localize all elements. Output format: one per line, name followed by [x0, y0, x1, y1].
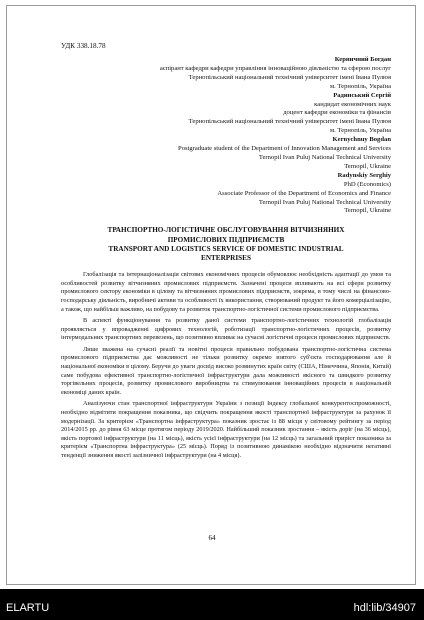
- author-name: Radynskiy Serghiy: [337, 171, 391, 179]
- paragraph: Лише зважена на сучасні реалії та новітні процеси правильно побудована транспортно-логістична система промислового підприємства дає можливості не тільки розвитку окремо взятого суб'єкта господарювання але й національної економіки в цілому. Беручи до уваги досвід високо розвинутих країн світу (США, Німеччина, Японія, Китай) саме побудова ефективної транспортно-логістичної інфраструктури дала можливості якісного та швидкого розвитку торгівельних процесів, розвитку промислового виробництва та стимулювання інноваційних процесів в національній економіці даних країн.: [61, 345, 391, 396]
- author-affiliation: Тернопільський національний технічний університет імені Івана Пулюя: [188, 118, 391, 126]
- author-affiliation: Ternopil Ivan Puluj National Technical University: [258, 198, 391, 206]
- handle-link[interactable]: hdl:lib/34907: [353, 602, 416, 614]
- author-block-3: [61, 136, 391, 172]
- article-body: [61, 271, 391, 460]
- paragraph: В аспекті функціонування та розвитку даної системи транспортно-логістичних технологій глобалізація проявляється у впровадженні цифрових технологій, роботизації транспортно-логістичних процесів, розвитку інтермодальних транспортних перевезень, що позитивно впливає на сучасні логістичні процеси промислових підприємств.: [61, 317, 391, 342]
- page-number: 64: [208, 534, 216, 542]
- author-location: Ternopil, Ukraine: [344, 162, 391, 170]
- author-name: Радинський Сергій: [333, 91, 391, 99]
- author-block-1: [61, 56, 391, 92]
- repository-footer: [0, 589, 424, 620]
- document-page: [6, 5, 416, 585]
- author-degree: кандидат економічних наук: [314, 100, 391, 108]
- title-ua-line-1: ТРАНСПОРТНО-ЛОГІСТИЧНЕ ОБСЛУГОВУВАННЯ ВІТЧИЗНЯНИХ: [107, 226, 345, 235]
- author-location: Ternopil, Ukraine: [344, 207, 391, 215]
- title-ua-line-2: ПРОМИСЛОВИХ ПІДПРИЄМСТВ: [167, 235, 285, 244]
- page-content: [61, 42, 391, 464]
- author-location: м. Тернопіль, Україна: [329, 127, 391, 135]
- author-position: доцент кафедри економіки та фінансів: [283, 109, 391, 117]
- article-title: [61, 226, 391, 263]
- author-degree: PhD (Economics): [343, 180, 391, 188]
- author-location: м. Тернопіль, Україна: [329, 82, 391, 90]
- author-position: Associate Professor of the Department of Economics and Finance: [217, 189, 391, 197]
- title-en-line-2: ENTERPRISES: [201, 253, 251, 262]
- paragraph: Аналізуючи стан транспортної інфраструктури України з позиції Індексу глобальної конкурентоспроможності, необхідно відмітити покращення показника, що свідчить покращення якості транспортної інфраструктури за рахунок її модернізації. За критерієм «Транспортна інфраструктура» показник зростає із 88 місця у світовому рейтингу за період 2014/2015 рр. до рівня 63 місце протягом періоду 2019/2020. Найбільший показник зростання – якість доріг (на 36 місць), якість портової інфраструктури (на 11 місць), якість усієї інфраструктури (на 12 місць) та загальний приріст показника за критерієм «Транспортна інфраструктура» (25 місць). Поряд із позитивною динамікою необхідно відзначити негативні тенденції зниження якості залізничної інфраструктури (на 4 місця).: [61, 400, 391, 459]
- repository-name: ELARTU: [6, 602, 50, 614]
- author-block-2: [61, 92, 391, 137]
- udc-code: УДК 338.18.78: [61, 42, 106, 50]
- paragraph: Глобалізація та інтернаціоналізація світових економічних процесів обумовлює необхідність адаптації до умов та особливостей розвитку вітчизняних промислових підприємств. Зазначені процеси впливають на всі сфери розвитку промислового сектору економіки в цілому та вітчизняних промислових підприємств, зокрема, в тому числі на фінансово-господарську діяльність, виробничі активи та особливості їх використання, створюваний продукт та його комерціалізацію, а також, що найбільш важливо, на побудову та розвиток транспортно-логістичної системи промислового підприємства.: [61, 271, 391, 313]
- title-en-line-1: TRANSPORT AND LOGISTICS SERVICE OF DOMESTIC INDUSTRIAL: [108, 244, 344, 253]
- author-affiliation: Тернопільський національний технічний університет імені Івана Пулюя: [188, 73, 391, 81]
- author-position: Postgraduate student of the Department of Innovation Management and Services: [178, 145, 391, 153]
- author-name: Керничний Богдан: [334, 56, 391, 63]
- author-position: аспірант кафедри кафедри управління інноваційною діяльністю та сферою послуг: [159, 64, 391, 72]
- author-block-4: [61, 172, 391, 217]
- author-name: Kernychnuy Bogdan: [332, 136, 391, 144]
- author-affiliation: Ternopil Ivan Puluj National Technical University: [258, 153, 391, 161]
